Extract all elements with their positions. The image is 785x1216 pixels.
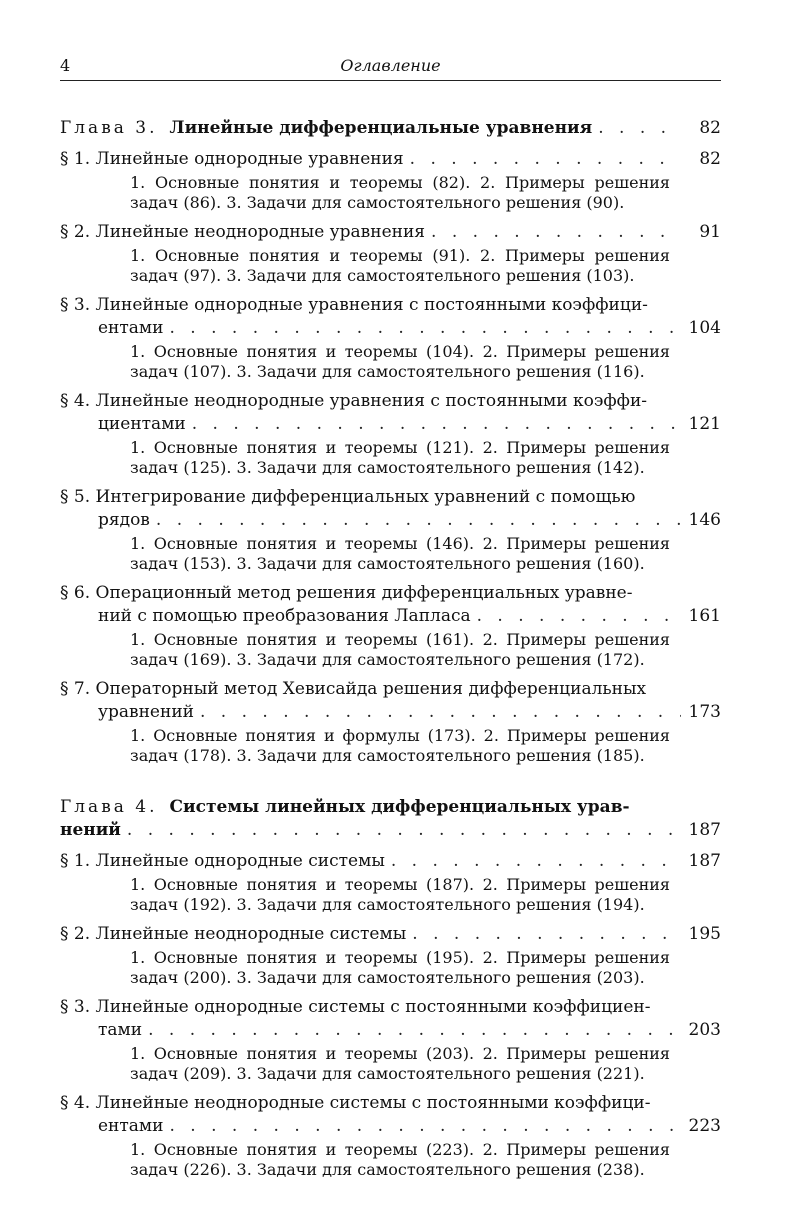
chapter-page: 187	[688, 820, 721, 840]
toc-content	[60, 117, 721, 1180]
section-title: § 2. Линейные неоднородные уравнения	[60, 222, 426, 242]
chapter-heading-line[interactable]	[60, 819, 721, 842]
section-subtopics	[130, 875, 670, 915]
toc-section[interactable]	[60, 1092, 721, 1180]
section-title-line	[60, 850, 721, 873]
section-title-cont: тами	[98, 1020, 143, 1040]
subtopic-line: 1. Основные понятия и теоремы (146). 2. Примеры решения	[130, 534, 670, 553]
subtopic-line: задач (200). 3. Задачи для самостоятельного решения (203).	[130, 968, 645, 987]
section-title: § 1. Линейные однородные уравнения	[60, 149, 404, 169]
chapter-heading-first-line[interactable]	[60, 796, 721, 819]
section-subtopics	[130, 246, 670, 286]
subtopic-line: задач (153). 3. Задачи для самостоятельного решения (160).	[130, 554, 645, 573]
toc-page	[60, 52, 721, 1210]
chapter-title: Системы линейных дифференциальных урав-	[169, 797, 630, 817]
section-page: 82	[699, 149, 721, 169]
dot-leader	[156, 509, 681, 532]
subtopic-line: задач (125). 3. Задачи для самостоятельного решения (142).	[130, 458, 645, 477]
section-page: 187	[688, 851, 721, 871]
section-subtopics	[130, 173, 670, 213]
section-title-line	[60, 1115, 721, 1138]
section-page: 223	[688, 1116, 721, 1136]
section-title-line	[60, 148, 721, 171]
section-subtopics	[130, 1140, 670, 1180]
subtopic-line: задач (97). 3. Задачи для самостоятельного решения (103).	[130, 266, 635, 285]
chapter-page: 82	[699, 118, 721, 138]
toc-section[interactable]	[60, 678, 721, 766]
chapter-label: Глава 3.	[60, 118, 158, 138]
toc-section[interactable]	[60, 148, 721, 213]
section-subtopics	[130, 630, 670, 670]
subtopic-line: 1. Основные понятия и теоремы (91). 2. Примеры решения	[130, 246, 670, 265]
dot-leader	[192, 413, 681, 436]
toc-section[interactable]	[60, 294, 721, 382]
subtopic-line: 1. Основные понятия и теоремы (161). 2. Примеры решения	[130, 630, 670, 649]
dot-leader	[391, 850, 681, 873]
section-title: § 5. Интегрирование дифференциальных уравнений с помощью	[60, 487, 636, 507]
section-title-line	[60, 509, 721, 532]
section-title-cont: ний с помощью преобразования Лапласа	[98, 606, 471, 626]
toc-section[interactable]	[60, 390, 721, 478]
section-page: 104	[688, 318, 721, 338]
subtopic-line: 1. Основные понятия и теоремы (223). 2. Примеры решения	[130, 1140, 670, 1159]
subtopic-line: 1. Основные понятия и теоремы (195). 2. Примеры решения	[130, 948, 670, 967]
section-title-line	[60, 1019, 721, 1042]
section-title-line	[60, 605, 721, 628]
section-title: § 1. Линейные однородные системы	[60, 851, 385, 871]
section-title-cont: ентами	[98, 1116, 164, 1136]
section-title: § 3. Линейные однородные системы с постоянными коэффициен-	[60, 997, 651, 1017]
subtopic-line: задач (107). 3. Задачи для самостоятельного решения (116).	[130, 362, 645, 381]
section-subtopics	[130, 726, 670, 766]
section-page: 121	[688, 414, 721, 434]
dot-leader	[598, 117, 681, 140]
chapter-heading[interactable]	[60, 117, 721, 140]
toc-section[interactable]	[60, 850, 721, 915]
section-subtopics	[130, 438, 670, 478]
section-title: § 7. Операторный метод Хевисайда решения дифференциальных	[60, 679, 647, 699]
chapter-label: Глава 4.	[60, 797, 158, 817]
section-title: § 4. Линейные неоднородные уравнения с постоянными коэффи-	[60, 391, 648, 411]
section-title-cont: ентами	[98, 318, 164, 338]
section-page: 146	[688, 510, 721, 530]
subtopic-line: 1. Основные понятия и теоремы (82). 2. Примеры решения	[130, 173, 670, 192]
chapter-title: Линейные дифференциальные уравнения	[169, 118, 593, 138]
running-head	[60, 52, 721, 81]
section-subtopics	[130, 342, 670, 382]
section-subtopics	[130, 948, 670, 988]
dot-leader	[431, 221, 681, 244]
section-subtopics	[130, 534, 670, 574]
dot-leader	[127, 819, 681, 842]
toc-section[interactable]	[60, 923, 721, 988]
section-page: 203	[688, 1020, 721, 1040]
chapter-4	[60, 796, 721, 1180]
section-title-line	[60, 317, 721, 340]
chapter-3	[60, 117, 721, 766]
subtopic-line: 1. Основные понятия и теоремы (104). 2. Примеры решения	[130, 342, 670, 361]
section-title-line	[60, 923, 721, 946]
toc-section[interactable]	[60, 221, 721, 286]
subtopic-line: задач (169). 3. Задачи для самостоятельного решения (172).	[130, 650, 645, 669]
subtopic-line: 1. Основные понятия и формулы (173). 2. Примеры решения	[130, 726, 670, 745]
subtopic-line: задач (192). 3. Задачи для самостоятельного решения (194).	[130, 895, 645, 914]
section-title-line	[60, 221, 721, 244]
subtopic-line: 1. Основные понятия и теоремы (203). 2. Примеры решения	[130, 1044, 670, 1063]
page-number: 4	[60, 56, 71, 75]
section-page: 173	[688, 702, 721, 722]
section-title-cont: рядов	[98, 510, 150, 530]
subtopic-line: задач (226). 3. Задачи для самостоятельного решения (238).	[130, 1160, 645, 1179]
subtopic-line: задач (86). 3. Задачи для самостоятельного решения (90).	[130, 193, 625, 212]
section-page: 195	[688, 924, 721, 944]
section-title-cont: уравнений	[98, 702, 194, 722]
subtopic-line: задач (178). 3. Задачи для самостоятельного решения (185).	[130, 746, 645, 765]
section-title: § 2. Линейные неоднородные системы	[60, 924, 407, 944]
section-title: § 6. Операционный метод решения дифференциальных уравне-	[60, 583, 633, 603]
dot-leader	[410, 148, 681, 171]
section-page: 91	[699, 222, 721, 242]
section-title-line	[60, 413, 721, 436]
section-title: § 3. Линейные однородные уравнения с постоянными коэффици-	[60, 295, 648, 315]
running-title: Оглавление	[340, 56, 441, 75]
toc-section[interactable]	[60, 486, 721, 574]
section-title: § 4. Линейные неоднородные системы с постоянными коэффици-	[60, 1093, 651, 1113]
dot-leader	[170, 1115, 682, 1138]
section-page: 161	[688, 606, 721, 626]
toc-section[interactable]	[60, 582, 721, 670]
dot-leader	[148, 1019, 681, 1042]
subtopic-line: 1. Основные понятия и теоремы (121). 2. Примеры решения	[130, 438, 670, 457]
toc-section[interactable]	[60, 996, 721, 1084]
dot-leader	[477, 605, 681, 628]
section-title-cont: циентами	[98, 414, 186, 434]
section-title-line	[60, 701, 721, 724]
subtopic-line: задач (209). 3. Задачи для самостоятельного решения (221).	[130, 1064, 645, 1083]
dot-leader	[412, 923, 681, 946]
dot-leader	[170, 317, 682, 340]
dot-leader	[200, 701, 681, 724]
subtopic-line: 1. Основные понятия и теоремы (187). 2. Примеры решения	[130, 875, 670, 894]
section-subtopics	[130, 1044, 670, 1084]
chapter-title-cont: нений	[60, 820, 121, 840]
